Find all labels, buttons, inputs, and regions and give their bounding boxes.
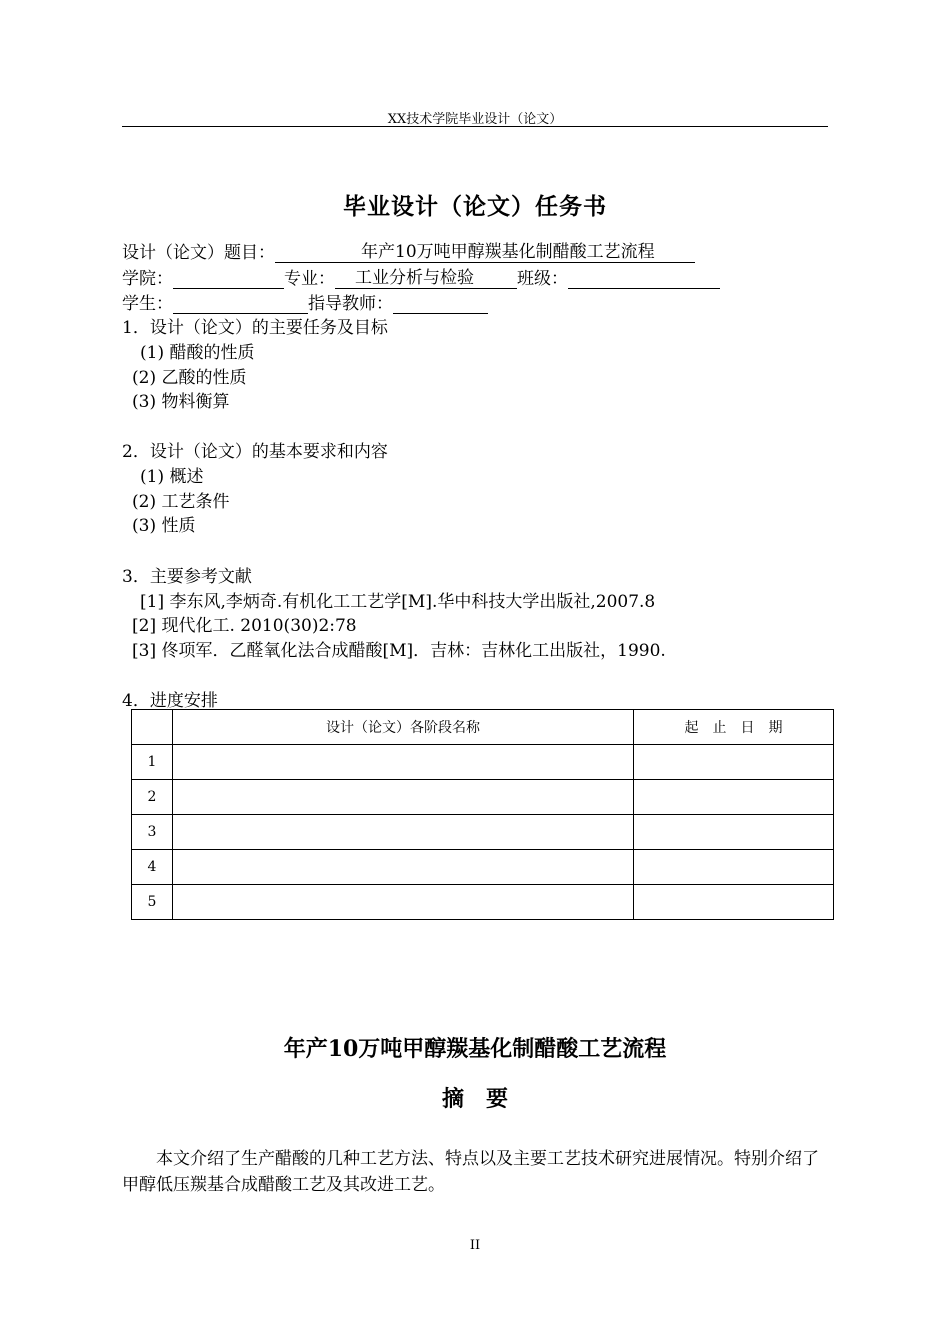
topic-field [275,242,695,263]
section1-item: (3) 物料衡算 [132,392,230,412]
student-advisor-line [122,289,488,314]
running-header: XX技术学院毕业设计（论文） [387,112,563,127]
schedule-row [132,850,834,885]
schedule-row-index: 4 [132,850,173,885]
reference-item: [3] 佟项军．乙醛氧化法合成醋酸[M]．吉林：吉林化工出版社，1990. [132,641,666,661]
topic-value: 年产10万吨甲醇羰基化制醋酸工艺流程 [361,242,655,262]
topic-label: 设计（论文）题目： [122,243,275,263]
section1-item: (1) 醋酸的性质 [140,343,255,363]
page-number: II [469,1238,481,1253]
schedule-row-stage [173,745,634,780]
schedule-row-stage [173,850,634,885]
schedule-header-stage: 设计（论文）各阶段名称 [173,710,634,745]
schedule-row-dates [634,780,834,815]
section1-heading: 1．设计（论文）的主要任务及目标 [122,318,388,338]
college-major-class-line [122,264,720,289]
class-field [568,268,720,289]
section2-item: (3) 性质 [132,516,196,536]
schedule-row [132,885,834,920]
student-field [173,293,308,314]
schedule-header-index [132,710,173,745]
schedule-row-dates [634,815,834,850]
major-value: 工业分析与检验 [355,268,474,288]
college-label: 学院： [122,269,173,289]
schedule-row [132,745,834,780]
schedule-row-stage [173,885,634,920]
college-field [173,268,284,289]
major-field [335,268,517,289]
schedule-row-index: 5 [132,885,173,920]
topic-line [122,238,695,263]
reference-item: [1] 李东风,李炳奇.有机化工工艺学[M].华中科技大学出版社,2007.8 [140,592,656,612]
header-rule [122,126,828,127]
schedule-row-dates [634,745,834,780]
schedule-header-row [132,710,834,745]
section2-heading: 2．设计（论文）的基本要求和内容 [122,442,388,462]
schedule-row [132,815,834,850]
schedule-row-stage [173,780,634,815]
abstract-body: 本文介绍了生产醋酸的几种工艺方法、特点以及主要工艺技术研究进展情况。特别介绍了甲醇低压羰基合成醋酸工艺及其改进工艺。 [122,1149,819,1195]
section4-heading: 4．进度安排 [122,691,218,711]
schedule-row-index: 1 [132,745,173,780]
abstract-heading: 摘 要 [441,1086,508,1112]
class-label: 班级： [517,269,568,289]
reference-item: [2] 现代化工. 2010(30)2:78 [132,616,357,636]
schedule-row [132,780,834,815]
major-label: 专业： [284,269,335,289]
section1-item: (2) 乙酸的性质 [132,368,247,388]
paper-title: 年产10万吨甲醇羰基化制醋酸工艺流程 [283,1036,667,1062]
section2-item: (2) 工艺条件 [132,492,230,512]
document-title: 毕业设计（论文）任务书 [343,193,607,220]
schedule-header-dates: 起 止 日 期 [634,710,834,745]
schedule-row-index: 2 [132,780,173,815]
schedule-row-dates [634,885,834,920]
schedule-row-dates [634,850,834,885]
student-label: 学生： [122,294,173,314]
section2-item: (1) 概述 [140,467,204,487]
schedule-row-index: 3 [132,815,173,850]
schedule-table [131,709,834,920]
section3-heading: 3．主要参考文献 [122,567,252,587]
advisor-label: 指导教师： [308,294,393,314]
advisor-field [393,293,488,314]
schedule-row-stage [173,815,634,850]
